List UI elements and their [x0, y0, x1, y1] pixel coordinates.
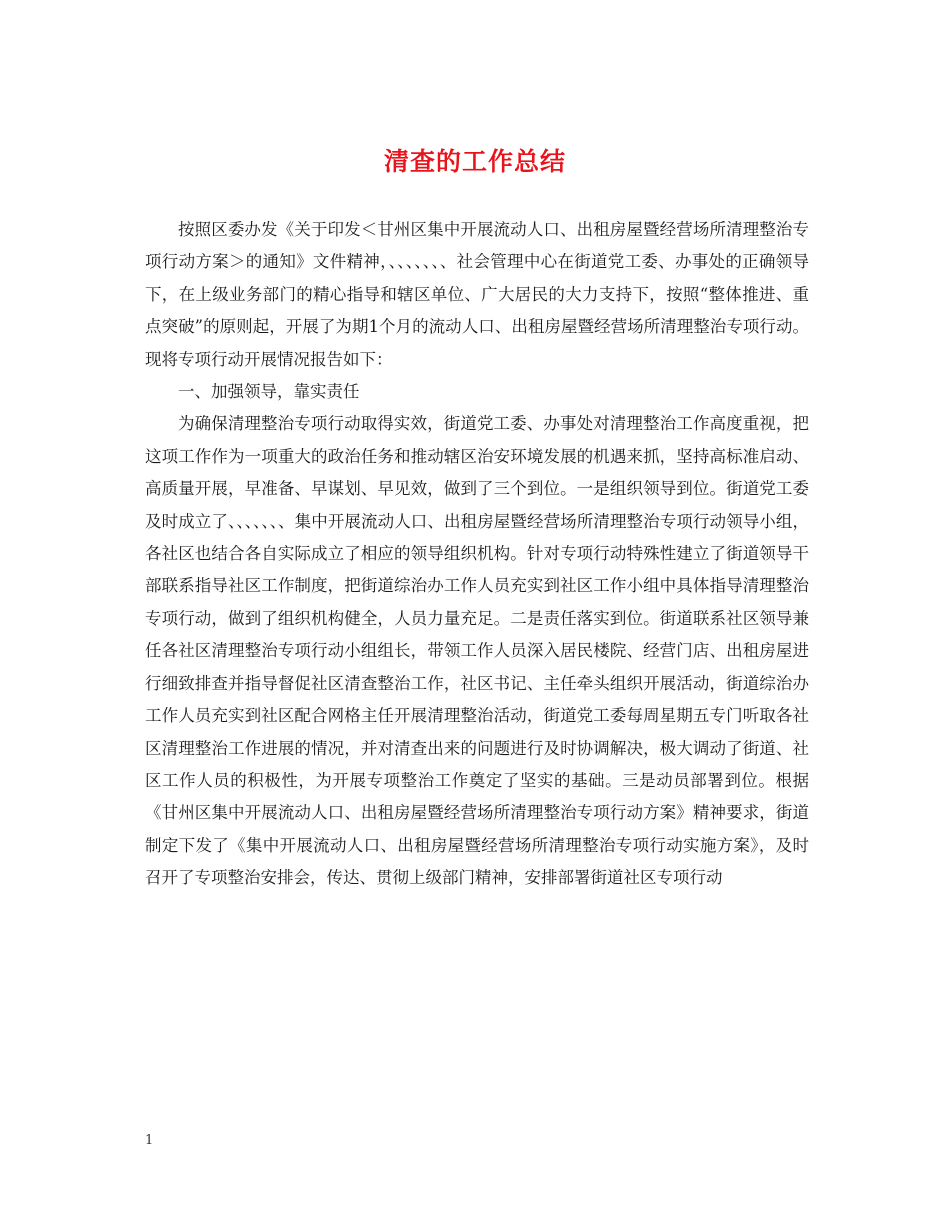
paragraph-intro: 按照区委办发《关于印发＜甘州区集中开展流动人口、出租房屋暨经营场所清理整治专项行动方案＞的通知》文件精神，、、、、、、、社会管理中心在街道党工委、办事处的正确领导下，在上级业务部门的精心指导和辖区单位、广大居民的大力支持下，按照“整体推进、重点突破”的原则起，开展了为期1个月的流动人口、出租房屋暨经营场所清理整治专项行动。现将专项行动开展情况报告如下：: [145, 220, 809, 369]
page-number: 1: [145, 1133, 154, 1148]
section-heading-1: 一、加强领导，靠实责任: [178, 382, 360, 402]
paragraph-section-1: 为确保清理整治专项行动取得实效，街道党工委、办事处对清理整治工作高度重视，把这项工作作为一项重大的政治任务和推动辖区治安环境发展的机遇来抓，坚持高标准启动、高质量开展，早准备、早谋划、早见效，做到了三个到位。一是组织领导到位。街道党工委及时成立了、、、、、、、集中开展流动人口、出租房屋暨经营场所清理整治专项行动领导小组，各社区也结合各自实际成立了相应的领导组织机构。针对专项行动特殊性建立了街道领导干部联系指导社区工作制度，把街道综治办工作人员充实到社区工作小组中具体指导清理整治专项行动，做到了组织机构健全，人员力量充足。二是责任落实到位。街道联系社区领导兼任各社区清理整治专项行动小组组长，带领工作人员深入居民楼院、经营门店、出租房屋进行细致排查并指导督促社区清查整治工作，社区书记、主任牵头组织开展活动，街道综治办工作人员充实到社区配合网格主任开展清理整治活动，街道党工委每周星期五专门听取各社区清理整治工作进展的情况，并对清查出来的问题进行及时协调解决，极大调动了街道、社区工作人员的积极性，为开展专项整治工作奠定了坚实的基础。三是动员部署到位。根据《甘州区集中开展流动人口、出租房屋暨经营场所清理整治专项行动方案》精神要求，街道制定下发了《集中开展流动人口、出租房屋暨经营场所清理整治专项行动实施方案》，及时召开了专项整治安排会，传达、贯彻上级部门精神，安排部署街道社区专项行动: [145, 414, 809, 888]
document-title: 清查的工作总结: [383, 147, 566, 176]
document-body: [145, 214, 809, 895]
